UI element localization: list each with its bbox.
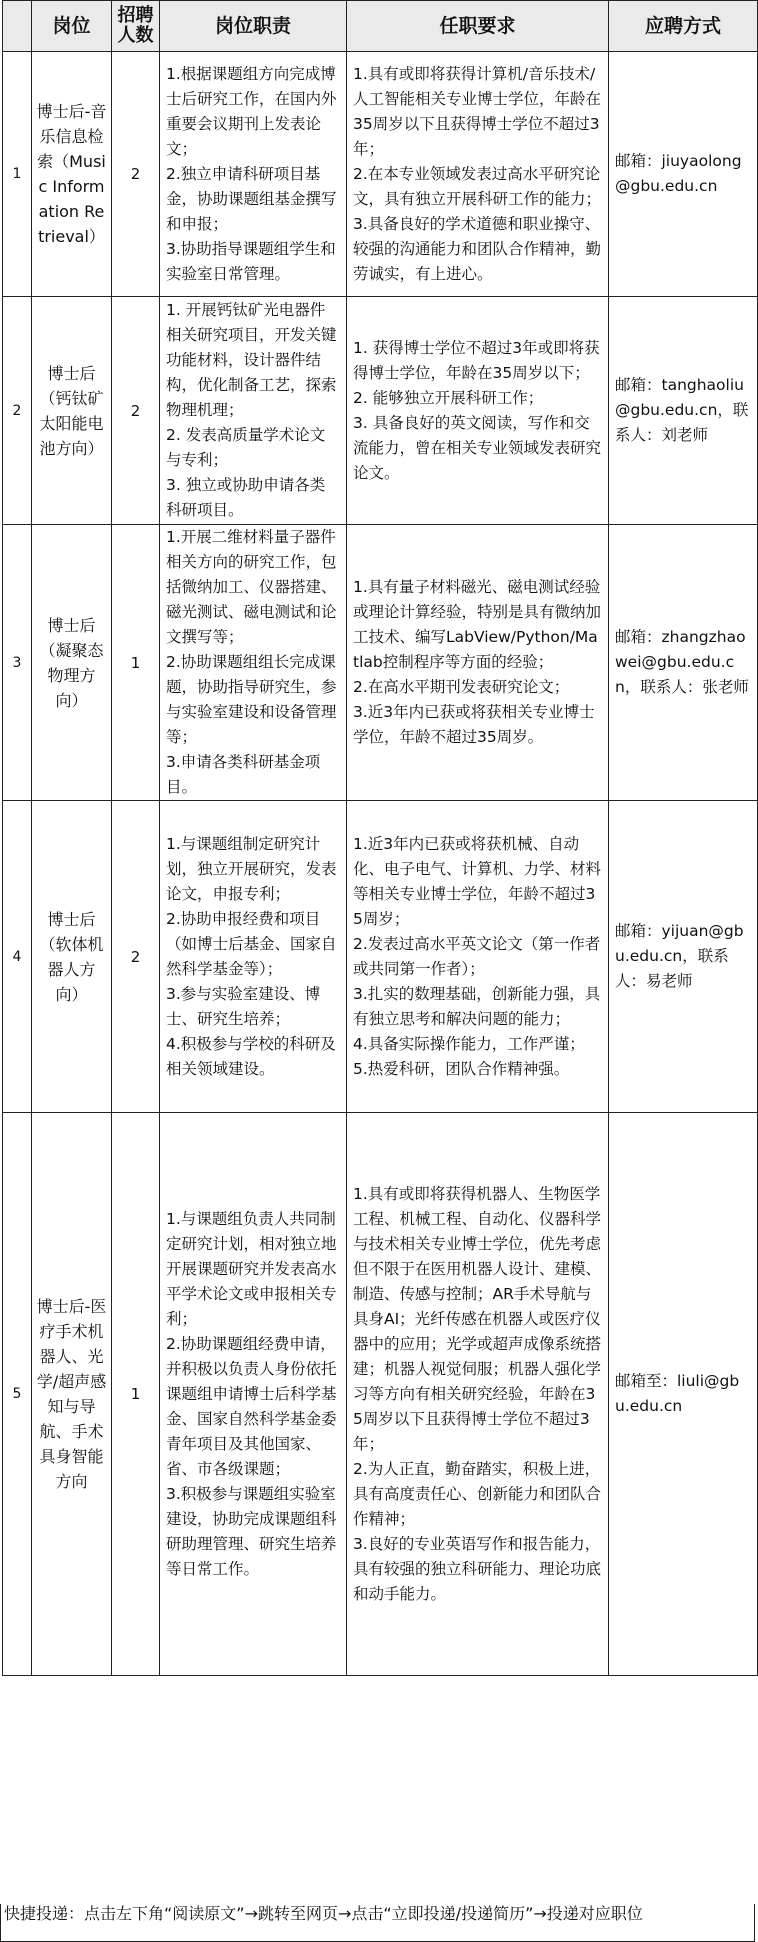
header-position: 岗位: [32, 1, 112, 52]
row-index: 4: [3, 801, 32, 1113]
duty-item: 2.协助课题组组长完成课题，协助指导研究生，参与实验室建设和设备管理等；: [166, 653, 337, 746]
position-title: 博士后（钙钛矿太阳能电池方向）: [32, 297, 112, 525]
requirement-item: 2. 能够独立开展科研工作；: [353, 388, 544, 407]
apply-contact[interactable]: 邮箱：zhangzhaowei@gbu.edu.cn，联系人：张老师: [609, 525, 758, 801]
header-index: [3, 1, 32, 52]
requirement-item: 2.在高水平期刊发表研究论文；: [353, 678, 570, 696]
duty-item: 2.独立申请科研项目基金，协助课题组基金撰写和申报；: [166, 164, 337, 233]
requirement-item: 1.具有量子材料磁光、磁电测试经验或理论计算经验，特别是具有微纳加工技术、编写LabView/Python/Matlab控制程序等方面的经验；: [353, 578, 602, 671]
apply-contact[interactable]: 邮箱：yijuan@gbu.edu.cn，联系人：易老师: [609, 801, 758, 1113]
duty-item: 3.协助指导课题组学生和实验室日常管理。: [166, 239, 336, 283]
position-title: 博士后（软体机器人方向）: [32, 801, 112, 1113]
requirement-item: 1.近3年内已获或将获机械、自动化、电子电气、计算机、力学、材料等相关专业博士学位，年龄不超过35周岁；: [353, 834, 602, 928]
hiring-count: 2: [112, 297, 160, 525]
duties-cell: [160, 52, 347, 297]
row-index: 1: [3, 52, 32, 297]
header-count: 招聘 人数: [112, 1, 160, 52]
hiring-count: 1: [112, 1113, 160, 1676]
duty-item: 2.协助申报经费和项目（如博士后基金、国家自然科学基金等）；: [166, 909, 337, 978]
job-table: [2, 0, 758, 1676]
table-row: [3, 525, 758, 801]
row-index: 5: [3, 1113, 32, 1676]
requirement-item: 3.扎实的数理基础，创新能力强，具有独立思考和解决问题的能力；: [353, 984, 601, 1028]
requirements-cell: [347, 297, 609, 525]
duty-item: 3.参与实验室建设、博士、研究生培养；: [166, 984, 321, 1028]
position-title: 博士后-音乐信息检索（Music Information Retrieval）: [32, 52, 112, 297]
requirement-item: 2.发表过高水平英文论文（第一作者或共同第一作者）；: [353, 934, 601, 978]
requirement-item: 4.具备实际操作能力，工作严谨；: [353, 1034, 585, 1053]
hiring-count: 2: [112, 52, 160, 297]
header-requirements: 任职要求: [347, 1, 609, 52]
apply-contact[interactable]: 邮箱至：liuli@gbu.edu.cn: [609, 1113, 758, 1676]
header-row: [3, 1, 758, 52]
duty-item: 1.与课题组负责人共同制定研究计划，相对独立地开展课题研究并发表高水平学术论文或申报相关专利；: [166, 1209, 337, 1328]
duties-cell: [160, 801, 347, 1113]
hiring-count: 1: [112, 525, 160, 801]
duty-item: 1.开展二维材料量子器件相关方向的研究工作，包括微纳加工、仪器搭建、磁光测试、磁电测试和论文撰写等；: [166, 528, 337, 646]
apply-contact[interactable]: 邮箱：tanghaoliu@gbu.edu.cn，联系人：刘老师: [609, 297, 758, 525]
requirements-cell: [347, 52, 609, 297]
hiring-count: 2: [112, 801, 160, 1113]
requirement-item: 1.具有或即将获得计算机/音乐技术/人工智能相关专业博士学位，年龄在35周岁以下且获得博士学位不超过3年；: [353, 64, 602, 158]
duty-item: 3. 独立或协助申请各类科研项目。: [166, 476, 326, 519]
row-index: 2: [3, 297, 32, 525]
position-title: 博士后（凝聚态物理方向）: [32, 525, 112, 801]
duties-cell: [160, 1113, 347, 1676]
duty-item: 2.协助课题组经费申请，并积极以负责人身份依托课题组申请博士后科学基金、国家自然科学基金委青年项目及其他国家、省、市各级课题；: [166, 1334, 337, 1478]
duty-item: 2. 发表高质量学术论文与专利；: [166, 426, 326, 469]
duty-item: 1. 开展钙钛矿光电器件相关研究项目，开发关键功能材料，设计器件结构，优化制备工艺，探索物理机理；: [166, 301, 337, 419]
duties-cell: [160, 525, 347, 801]
row-index: 3: [3, 525, 32, 801]
requirement-item: 3. 具备良好的英文阅读，写作和交流能力，曾在相关专业领域发表研究论文。: [353, 413, 602, 482]
requirement-item: 1. 获得博士学位不超过3年或即将获得博士学位，年龄在35周岁以下；: [353, 338, 600, 382]
requirement-item: 3.良好的专业英语写作和报告能力，具有较强的独立科研能力、理论功底和动手能力。: [353, 1534, 602, 1603]
requirement-item: 2.在本专业领域发表过高水平研究论文，具有独立开展科研工作的能力；: [353, 164, 602, 208]
requirements-cell: [347, 801, 609, 1113]
table-row: [3, 297, 758, 525]
header-apply: 应聘方式: [609, 1, 758, 52]
requirement-item: 3.具备良好的学术道德和职业操守、较强的沟通能力和团队合作精神，勤劳诚实，有上进心。: [353, 214, 602, 283]
requirement-item: 3.近3年内已获或将获相关专业博士学位，年龄不超过35周岁。: [353, 703, 595, 746]
duty-item: 4.积极参与学校的科研及相关领域建设。: [166, 1034, 336, 1078]
duty-item: 3.积极参与课题组实验室建设，协助完成课题组科研助理管理、研究生培养等日常工作。: [166, 1484, 337, 1578]
header-duties: 岗位职责: [160, 1, 347, 52]
table-row: [3, 1113, 758, 1676]
duty-item: 3.申请各类科研基金项目。: [166, 753, 321, 796]
requirement-item: 5.热爱科研，团队合作精神强。: [353, 1059, 570, 1078]
duties-cell: [160, 297, 347, 525]
table-row: [3, 52, 758, 297]
apply-contact[interactable]: 邮箱：jiuyaolong@gbu.edu.cn: [609, 52, 758, 297]
requirements-cell: [347, 1113, 609, 1676]
quick-apply-note: 快捷投递：点击左下角“阅读原文”→跳转至网页→点击“立即投递/投递简历”→投递对应职位: [0, 1904, 755, 1942]
table-row: [3, 801, 758, 1113]
requirement-item: 1.具有或即将获得机器人、生物医学工程、机械工程、自动化、仪器科学与技术相关专业博士学位，优先考虑但不限于在医用机器人设计、建模、制造、传感与控制；AR手术导航与具身AI；光纤传感在机器人或医疗仪器中的应用；光学或超声成像系统搭建；机器人视觉伺服；机器人强化学习等方向有相关研究经验，年龄在35周岁以下且获得博士学位不超过3年；: [353, 1184, 602, 1453]
requirements-cell: [347, 525, 609, 801]
requirement-item: 2.为人正直，勤奋踏实，积极上进，具有高度责任心、创新能力和团队合作精神；: [353, 1459, 602, 1528]
position-title: 博士后-医疗手术机器人、光学/超声感知与导航、手术具身智能方向: [32, 1113, 112, 1676]
duty-item: 1.与课题组制定研究计划，独立开展研究，发表论文，申报专利；: [166, 834, 337, 903]
duty-item: 1.根据课题组方向完成博士后研究工作，在国内外重要会议期刊上发表论文；: [166, 64, 337, 158]
